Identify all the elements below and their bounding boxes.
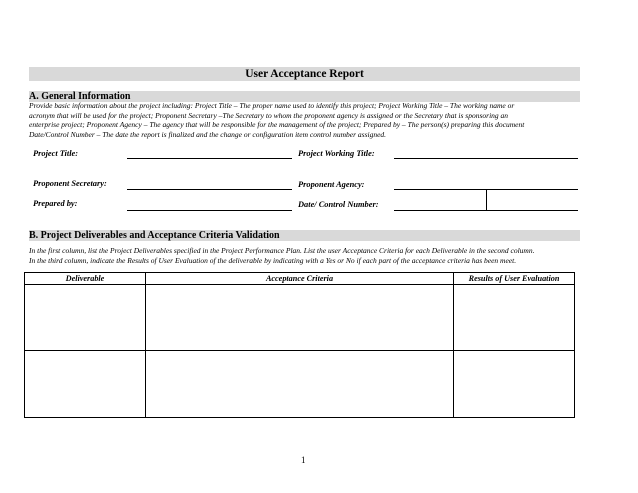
project-title-field[interactable] bbox=[127, 158, 292, 159]
table-cell-criteria-row-1[interactable] bbox=[146, 285, 453, 350]
table-cell-criteria-row-2[interactable] bbox=[146, 351, 453, 417]
section-a-instruction-line-1: Provide basic information about the project including: Project Title – The proper name used to identify this project; Project Working Title – The working name or bbox=[29, 101, 515, 110]
proponent-secretary-label: Proponent Secretary: bbox=[33, 179, 107, 188]
table-cell-results-row-1[interactable] bbox=[454, 285, 574, 350]
section-a-instruction-line-3: enterprise project; Proponent Agency – The agency that will be responsible for the management of the project; Prepared by – The person(s) preparing this document bbox=[29, 120, 525, 129]
section-b-instruction-line-1: In the first column, list the Project Deliverables specified in the Project Performance Plan. List the user Acceptance Criteria for each Deliverable in the second column. bbox=[29, 246, 535, 255]
project-title-label: Project Title: bbox=[33, 149, 79, 158]
column-header-results: Results of User Evaluation bbox=[468, 274, 560, 283]
document-title: User Acceptance Report bbox=[245, 68, 364, 80]
date-control-number-label: Date/ Control Number: bbox=[298, 200, 379, 209]
proponent-agency-label: Proponent Agency: bbox=[298, 180, 365, 189]
section-a-instruction-line-4: Date/Control Number – The date the report is finalized and the change or configuration item control number assigned. bbox=[29, 129, 387, 139]
table-cell-deliverable-row-2[interactable] bbox=[25, 351, 145, 417]
section-b-heading: B. Project Deliverables and Acceptance Criteria Validation bbox=[29, 230, 280, 241]
column-header-acceptance-criteria: Acceptance Criteria bbox=[265, 274, 334, 283]
page-number: 1 bbox=[301, 455, 306, 465]
prepared-by-field[interactable] bbox=[127, 210, 292, 211]
section-b-instruction-line-2: In the third column, indicate the Results of User Evaluation of the deliverable by indicating with a Yes or No if each part of the acceptance criteria has been meet. bbox=[29, 255, 517, 265]
date-field[interactable] bbox=[394, 210, 578, 211]
column-header-deliverable: Deliverable bbox=[65, 274, 105, 283]
table-cell-results-row-2[interactable] bbox=[454, 351, 574, 417]
proponent-secretary-field[interactable] bbox=[127, 189, 292, 190]
project-working-title-field[interactable] bbox=[394, 158, 578, 159]
prepared-by-label: Prepared by: bbox=[33, 199, 78, 208]
section-a-heading: A. General Information bbox=[29, 91, 131, 102]
date-control-number-divider bbox=[486, 189, 487, 210]
table-cell-deliverable-row-1[interactable] bbox=[25, 285, 145, 350]
section-a-instruction-line-2: acronym that will be used for the project; Proponent Secretary –The Secretary to whom the proponent agency is assigned or the Secretary that is sponsoring an bbox=[29, 110, 509, 120]
project-working-title-label: Project Working Title: bbox=[298, 149, 375, 158]
